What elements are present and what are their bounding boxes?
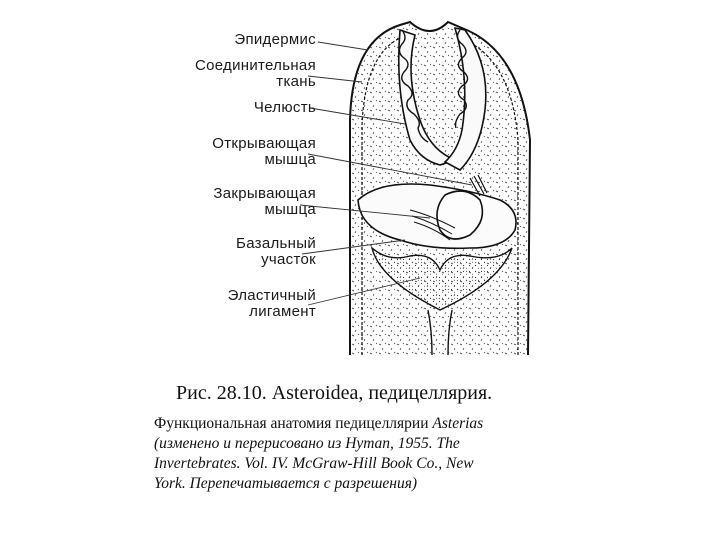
label-elastic-ligament: Эластичный лигамент [227,287,316,320]
caption-title: Рис. 28.10. Asteroidea, педицеллярия. [176,382,493,404]
label-epidermis: Эпидермис [234,31,316,48]
caption-body: Функциональная анатомия педицеллярии Asterias (изменено и перерисовано из Hyman, 1955. The Invertebrates. Vol. IV. McGraw-Hill Book Co., New York. Перепечатывается с разрешения) [154,415,484,492]
label-jaw: Челюсть [253,99,316,116]
label-basal-piece: Базальный участок [236,235,316,268]
label-opening-muscle: Открывающая мышца [212,135,316,168]
label-closing-muscle: Закрывающая мышца [213,185,316,218]
label-connective-tissue: Соединительная ткань [194,57,316,90]
